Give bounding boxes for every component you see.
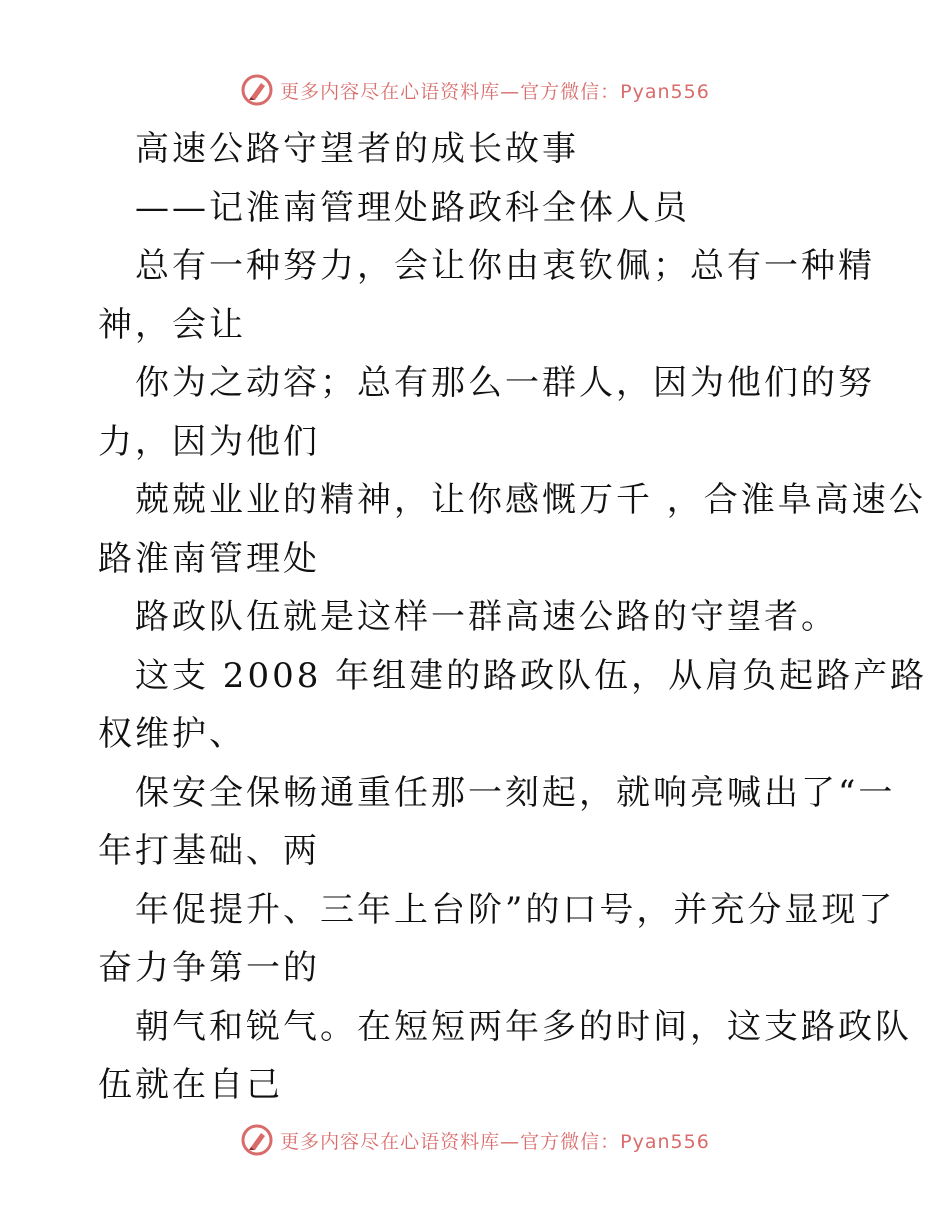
- paragraph-line: 权维护、: [98, 714, 246, 754]
- paragraph-line: 伍就在自己: [98, 1065, 283, 1105]
- paragraph-line: 神，会让: [98, 304, 246, 345]
- paragraph-line: 这支 2008 年组建的路政队伍，从肩负起路产路: [135, 655, 928, 696]
- pen-logo-icon: [240, 1123, 274, 1157]
- paragraph-line: 总有一种努力，会让你由衷钦佩；总有一种精: [135, 246, 875, 286]
- document-body: [98, 120, 928, 1115]
- paragraph-line: 朝气和锐气。在短短两年多的时间，这支路政队: [135, 1006, 912, 1047]
- doc-subtitle: ——记淮南管理处路政科全体人员: [135, 187, 690, 228]
- pen-logo-icon: [240, 73, 274, 107]
- header-banner: [0, 70, 950, 110]
- footer-banner: [0, 1120, 950, 1160]
- paragraph-line: 路淮南管理处: [98, 538, 320, 579]
- paragraph-line: 奋力争第一的: [98, 948, 320, 988]
- paragraph-line: 路政队伍就是这样一群高速公路的守望者。: [135, 597, 838, 637]
- doc-title: 高速公路守望者的成长故事: [135, 129, 579, 169]
- paragraph-line: 保安全保畅通重任那一刻起，就响亮喊出了“一: [135, 772, 896, 813]
- paragraph-line: 力，因为他们: [98, 421, 320, 462]
- paragraph-line: 年促提升、三年上台阶”的口号，并充分显现了: [135, 889, 896, 930]
- paragraph-line: 年打基础、两: [98, 831, 320, 871]
- paragraph-line: 兢兢业业的精神，让你感慨万千 ，合淮阜高速公: [135, 480, 926, 520]
- paragraph-line: 你为之动容；总有那么一群人，因为他们的努: [135, 363, 875, 403]
- footer-banner-text: 更多内容尽在心语资料库—官方微信：Pyan556: [280, 1130, 710, 1153]
- header-banner-text: 更多内容尽在心语资料库—官方微信：Pyan556: [280, 80, 710, 103]
